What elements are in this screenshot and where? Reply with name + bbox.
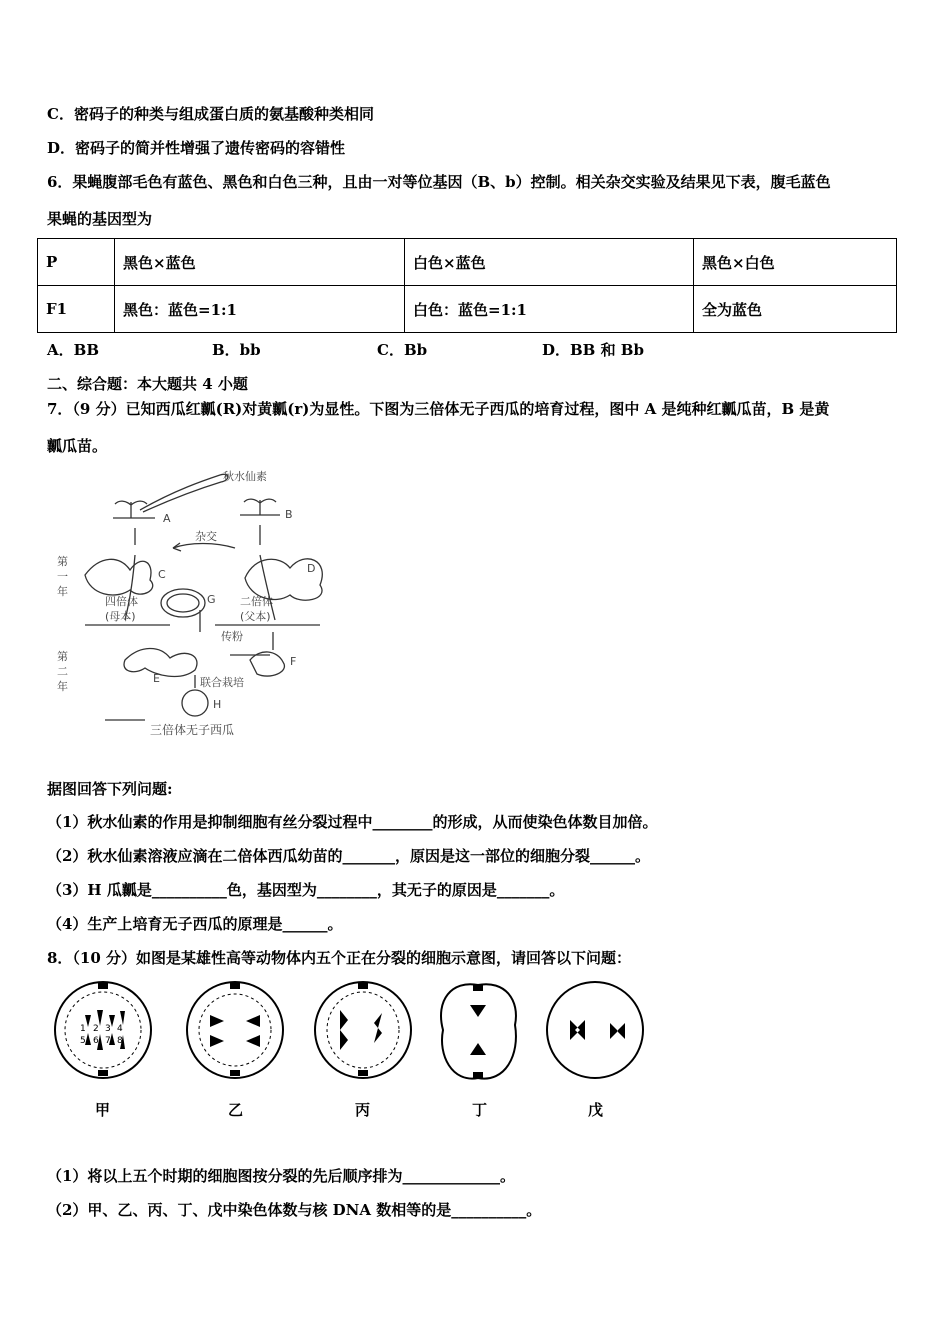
section-heading: 二、综合题：本大题共 4 小题 [47, 375, 248, 393]
q8-sub2: （2）甲、乙、丙、丁、戊中染色体数与核 DNA 数相等的是__________。 [47, 1201, 542, 1219]
table-row-p [38, 239, 897, 286]
chrom-number: 6 [93, 1036, 99, 1046]
q5-option-d: D．密码子的简并性增强了遗传密码的容错性 [47, 139, 346, 157]
plant-e-icon [124, 648, 197, 676]
q6-options [47, 339, 747, 359]
pollinate-label: 传粉 [221, 630, 243, 643]
q8-stem: 8．（10 分）如图是某雄性高等动物体内五个正在分裂的细胞示意图，请回答以下问题： [47, 949, 632, 967]
father-label: (父本) [240, 610, 271, 623]
label-h: H [213, 698, 222, 711]
cell-ding-icon [441, 984, 516, 1078]
table-cell: 白色×蓝色 [405, 239, 694, 286]
year2-char: 第 [57, 650, 68, 663]
q6-stem-line1: 6．果蝇腹部毛色有蓝色、黑色和白色三种，且由一对等位基因（B、b）控制。相关杂交实验及结果见下表，腹毛蓝色 [47, 173, 831, 191]
q7-sub1: （1）秋水仙素的作用是抑制细胞有丝分裂过程中________的形成，从而使染色体数目加倍。 [47, 813, 658, 831]
year1-char: 第 [57, 555, 68, 568]
label-b: B [285, 508, 293, 521]
q8-sub1: （1）将以上五个时期的细胞图按分裂的先后顺序排为_____________。 [47, 1167, 515, 1185]
q6-stem-line2: 果蝇的基因型为 [47, 210, 153, 228]
cell-bing-icon [315, 982, 411, 1078]
label-c: C [158, 568, 166, 581]
watermelon-breeding-figure [45, 460, 345, 750]
table-cell: 黑色：蓝色=1:1 [115, 286, 405, 333]
option-a: A．BB [47, 341, 99, 359]
chrom-number: 3 [105, 1024, 111, 1034]
cross-table [37, 238, 897, 333]
seedling-a-icon [115, 501, 147, 518]
chrom-number: 8 [117, 1036, 123, 1046]
chrom-number: 7 [105, 1036, 111, 1046]
cell-label-ding: 丁 [472, 1101, 488, 1119]
year1-char: 一 [57, 570, 68, 583]
triploid-label: 三倍体无子西瓜 [150, 723, 235, 737]
q7-sub3: （3）H 瓜瓤是__________色，基因型为________，其无子的原因是_______。 [47, 881, 565, 899]
chrom-number: 2 [93, 1024, 99, 1034]
q7-stem-line2: 瓤瓜苗。 [47, 437, 108, 455]
table-row-f1 [38, 286, 897, 333]
cell-label-jia: 甲 [95, 1101, 111, 1119]
table-cell: 黑色×白色 [694, 239, 897, 286]
chrom-number: 5 [80, 1036, 86, 1046]
label-e: E [153, 672, 160, 685]
seedling-b-icon [244, 499, 276, 515]
q7-stem-line1: 7．（9 分）已知西瓜红瓤(R)对黄瓤(r)为显性。下图为三倍体无子西瓜的培育过程，图中 A 是纯种红瓤瓜苗，B 是黄 [47, 400, 830, 418]
label-f: F [290, 655, 297, 668]
tetraploid-label: 四倍体 [105, 595, 138, 608]
option-b: B．bb [212, 341, 261, 359]
interplant-label: 联合栽培 [200, 676, 244, 689]
dropper-icon [140, 474, 228, 512]
tetraploid-plant-icon [85, 559, 153, 595]
chrom-number: 1 [80, 1024, 86, 1034]
label-g: G [207, 593, 216, 606]
table-cell: 全为蓝色 [694, 286, 897, 333]
q7-prompt: 据图回答下列问题: [47, 780, 173, 798]
cell-yi-icon [187, 982, 283, 1078]
cell-label-yi: 乙 [228, 1101, 244, 1119]
year2-char: 年 [57, 680, 68, 693]
diploid-label: 二倍体 [240, 595, 273, 608]
label-d: D [307, 562, 316, 575]
label-a: A [163, 512, 171, 525]
option-d: D．BB 和 Bb [542, 341, 644, 359]
table-cell: 白色：蓝色=1:1 [405, 286, 694, 333]
cell-jia-icon [55, 982, 151, 1078]
table-cell: P [38, 239, 115, 286]
table-cell: F1 [38, 286, 115, 333]
mother-label: (母本) [105, 610, 136, 623]
cell-division-figure [50, 975, 670, 1125]
cell-label-wu: 戊 [588, 1101, 604, 1119]
chrom-number: 4 [117, 1024, 123, 1034]
year1-char: 年 [57, 585, 68, 598]
option-c: C．Bb [377, 341, 428, 359]
q7-sub4: （4）生产上培育无子西瓜的原理是______。 [47, 915, 343, 933]
q7-sub2: （2）秋水仙素溶液应滴在二倍体西瓜幼苗的_______，原因是这一部位的细胞分裂______。 [47, 847, 650, 865]
cross-label: 杂交 [195, 530, 217, 543]
cell-label-bing: 丙 [355, 1101, 371, 1119]
colchicine-label: 秋水仙素 [223, 470, 267, 483]
year2-char: 二 [57, 665, 68, 678]
watermelon-h-icon [182, 690, 208, 716]
table-cell: 黑色×蓝色 [115, 239, 405, 286]
q5-option-c: C．密码子的种类与组成蛋白质的氨基酸种类相同 [47, 105, 374, 123]
cell-wu-icon [547, 982, 643, 1078]
